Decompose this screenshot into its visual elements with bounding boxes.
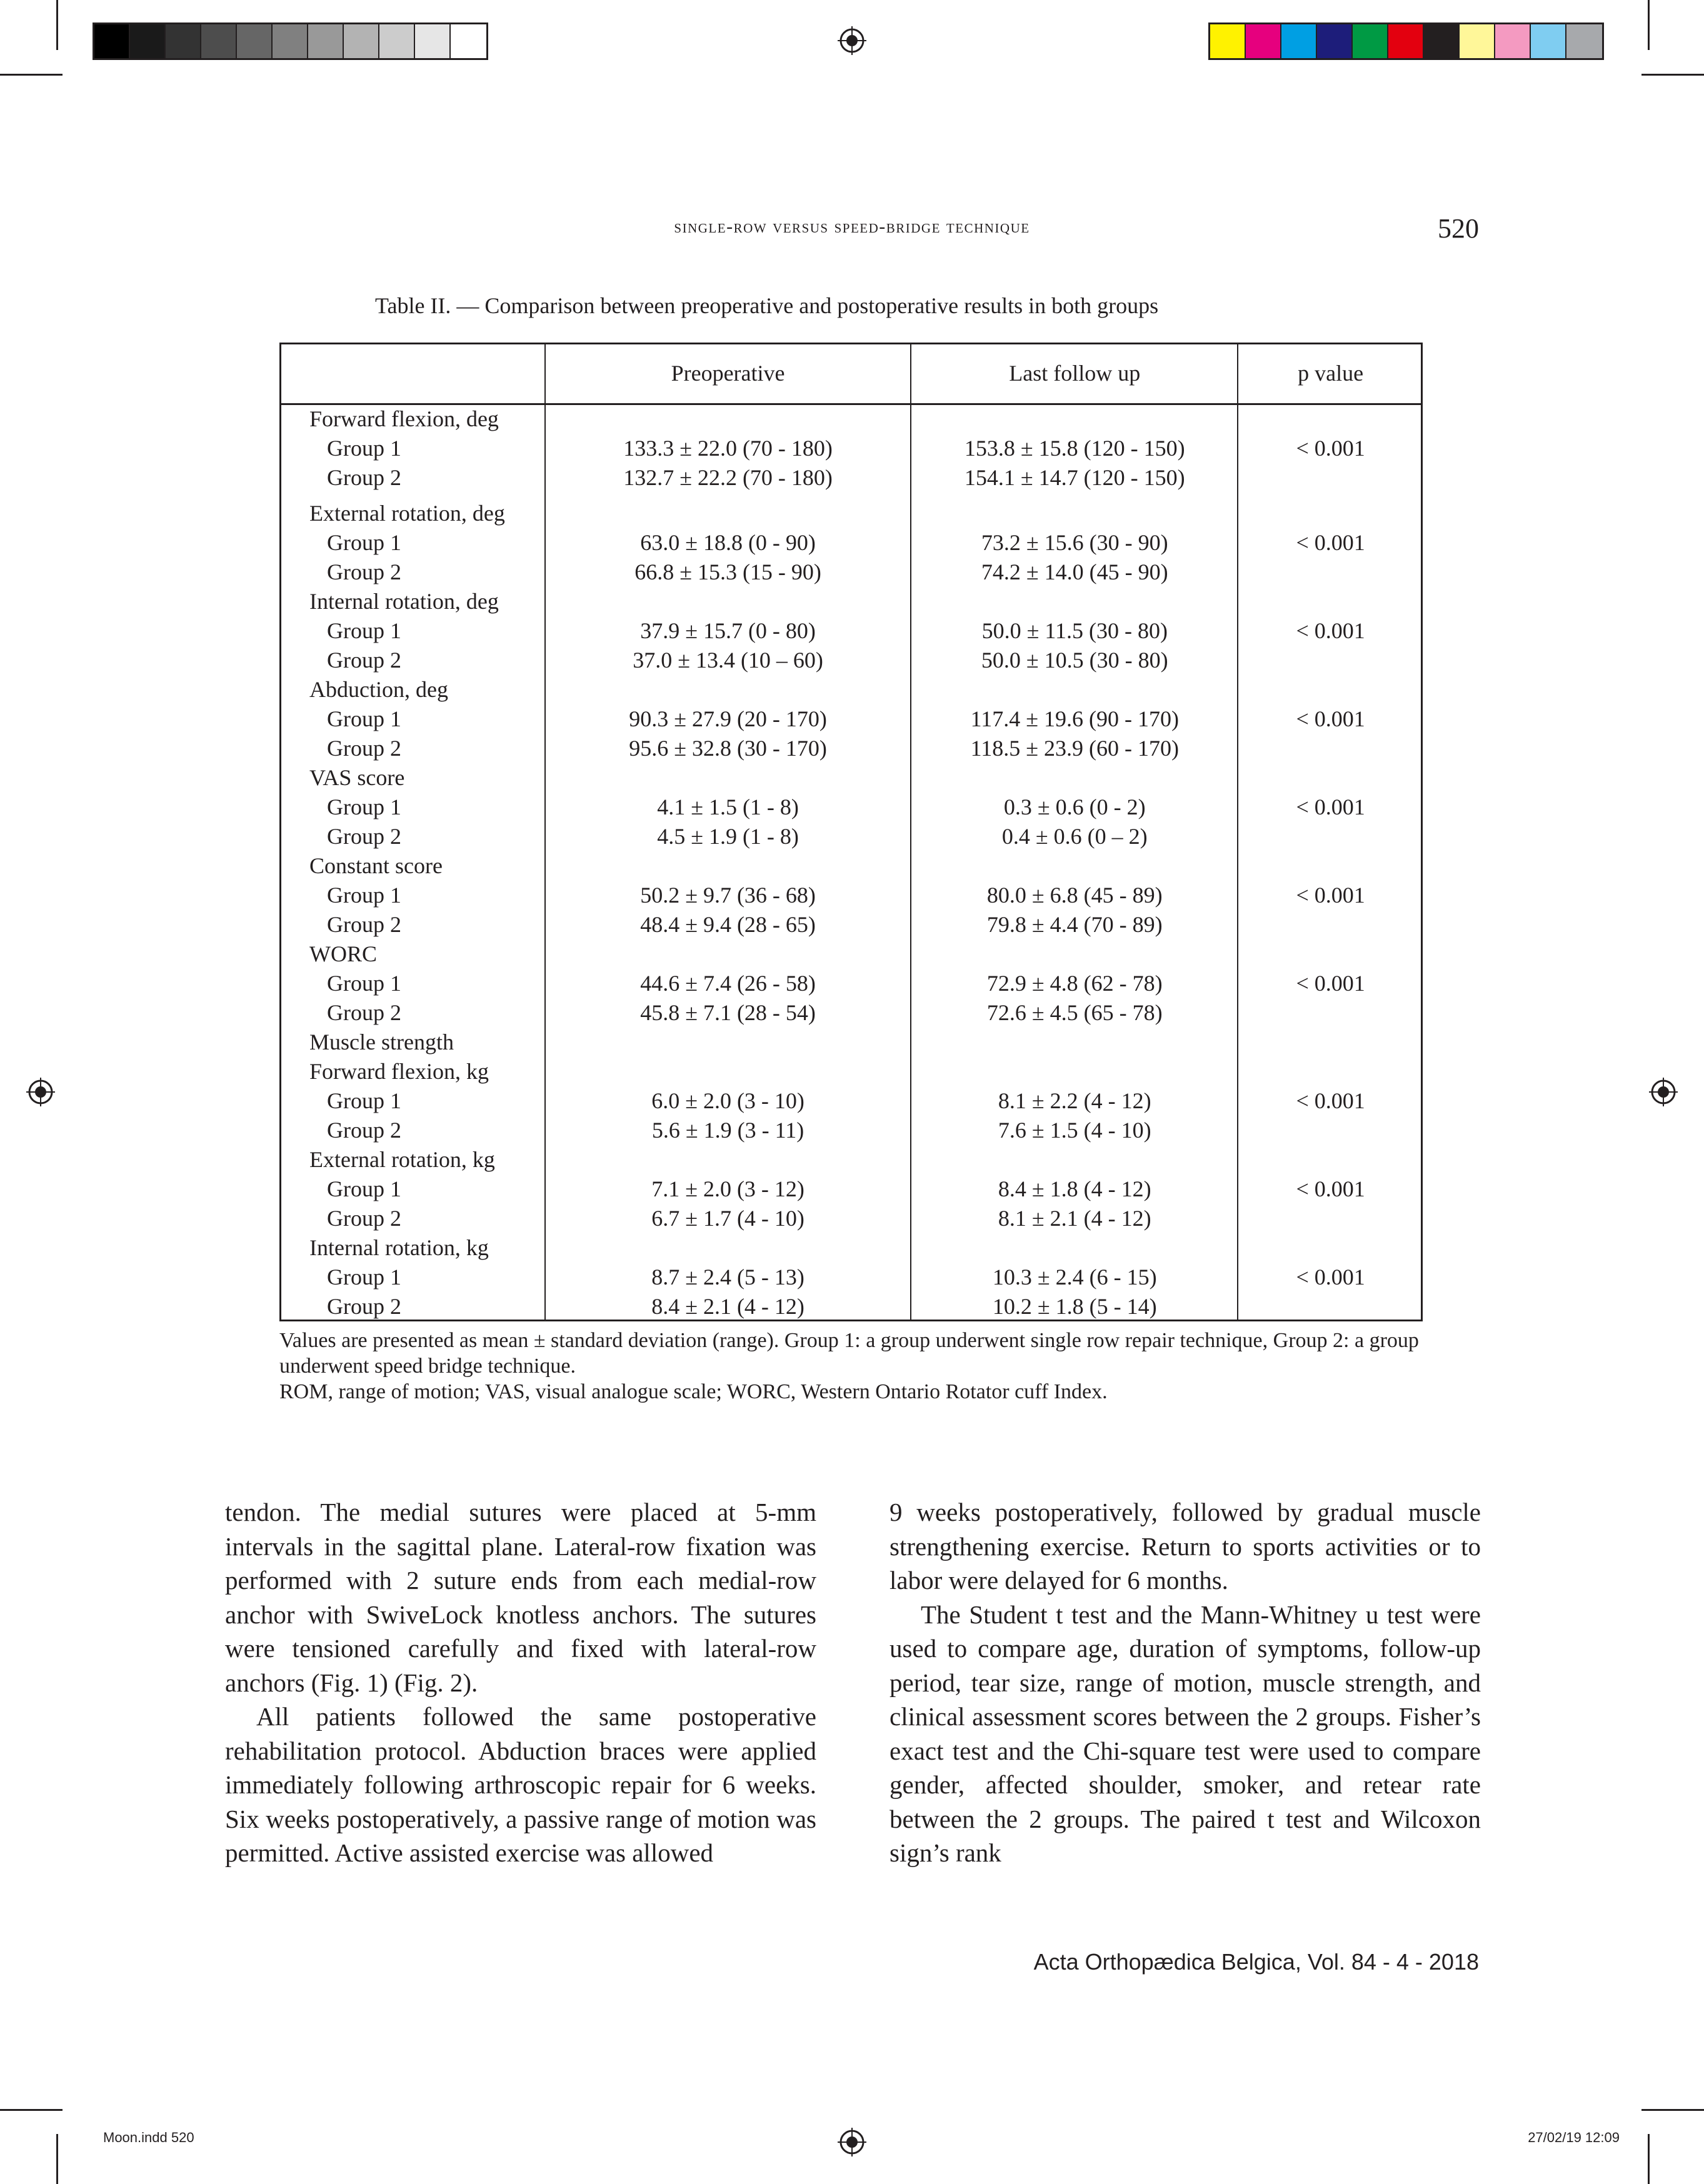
table-cell-p-value (1238, 1145, 1423, 1175)
table-cell-last-follow-up: 153.8 ± 15.8 (120 - 150) (964, 436, 1185, 461)
calibration-swatch (94, 24, 130, 58)
calibration-swatch (166, 24, 201, 58)
table-row (279, 404, 1423, 434)
running-head: single-row versus speed-bridge technique (674, 216, 1030, 237)
table-cell-last-follow-up: 72.9 ± 4.8 (62 - 78) (986, 971, 1163, 996)
table-column-rule (1237, 343, 1238, 1321)
table-notes (279, 1328, 1436, 1405)
table-cell-p-value (1238, 1057, 1423, 1086)
table-cell-p-value (1238, 1204, 1423, 1233)
table-row (279, 1292, 1423, 1321)
registration-mark-icon (26, 1078, 55, 1106)
table-cell-preoperative (545, 499, 911, 528)
table-cell-label: Group 2 (327, 559, 401, 584)
calibration-swatch (237, 24, 273, 58)
table-cell-preoperative: 5.6 ± 1.9 (3 - 11) (651, 1118, 804, 1143)
table-header-rule (279, 404, 1423, 405)
crop-mark (56, 0, 58, 50)
table-cell-label: Abduction, deg (309, 677, 448, 702)
table-cell-label: External rotation, kg (309, 1147, 495, 1172)
table-cell-label: Internal rotation, kg (309, 1235, 489, 1260)
calibration-swatch (1210, 24, 1246, 58)
table-cell-label: Group 1 (327, 436, 401, 461)
table-cell-last-follow-up (911, 1145, 1238, 1175)
table-cell-preoperative (545, 1057, 911, 1086)
table-cell-preoperative (545, 404, 911, 434)
table-row (279, 528, 1423, 558)
body-column-right (890, 1495, 1481, 1870)
table-cell-last-follow-up (911, 675, 1238, 704)
table-cell-preoperative: 132.7 ± 22.2 (70 - 180) (623, 465, 833, 490)
calibration-swatch (415, 24, 451, 58)
table-cell-last-follow-up (911, 1057, 1238, 1086)
table-cell-p-value: < 0.001 (1296, 1088, 1365, 1113)
table-cell-last-follow-up: 79.8 ± 4.4 (70 - 89) (986, 912, 1163, 937)
table-header-last-follow-up: Last follow up (911, 343, 1238, 404)
table-cell-label: Group 2 (327, 824, 401, 849)
table-cell-preoperative: 37.9 ± 15.7 (0 - 80) (640, 618, 816, 643)
table-cell-label: Group 2 (327, 1294, 401, 1319)
table-row (279, 463, 1423, 493)
table-row (279, 1145, 1423, 1175)
body-column-left (225, 1495, 816, 1870)
calibration-swatch (130, 24, 166, 58)
table-cell-label: Group 1 (327, 883, 401, 908)
table-row (279, 910, 1423, 939)
body-paragraph: 9 weeks postoperatively, followed by gradual muscle strengthening exercise. Return to sports activities or to labor were delayed for 6 months. (890, 1498, 1481, 1595)
table-cell-preoperative: 37.0 ± 13.4 (10 – 60) (633, 648, 823, 673)
table-cell-label: Group 2 (327, 736, 401, 761)
crop-mark (1641, 74, 1704, 76)
table-cell-label: Group 1 (327, 794, 401, 819)
table-caption: Table II. — Comparison between preoperative and postoperative results in both groups (375, 293, 1159, 318)
table-row (279, 704, 1423, 734)
table-cell-p-value (1238, 851, 1423, 881)
table-cell-preoperative: 4.5 ± 1.9 (1 - 8) (657, 824, 799, 849)
table-cell-label: Group 2 (327, 465, 401, 490)
table-row (279, 1057, 1423, 1086)
page-number: 520 (1438, 213, 1479, 244)
crop-mark (1648, 2134, 1650, 2184)
table-cell-preoperative: 48.4 ± 9.4 (28 - 65) (640, 912, 816, 937)
table-cell-last-follow-up: 74.2 ± 14.0 (45 - 90) (981, 559, 1168, 584)
crop-mark (1648, 0, 1650, 50)
color-calibration-strip (1208, 23, 1604, 60)
table-header-row (279, 343, 1423, 404)
table-column-rule (910, 343, 911, 1321)
calibration-swatch (1388, 24, 1424, 58)
table-row (279, 587, 1423, 616)
table-row (279, 734, 1423, 763)
table-row (279, 939, 1423, 969)
body-paragraph: The Student t test and the Mann-Whitney u test were used to compare age, duration of symptoms, follow-up period, tear size, range of motion, muscle strength, and clinical assessment scores between the 2 groups. Fisher’s exact test and the Chi-square test were used to compare gender, affected shoulder, smoker, and retear rate between the 2 groups. The paired t test and Wilcoxon sign’s rank (890, 1600, 1481, 1867)
table-cell-label: Group 1 (327, 971, 401, 996)
table-cell-last-follow-up: 80.0 ± 6.8 (45 - 89) (986, 883, 1163, 908)
table-cell-label: Group 2 (327, 1000, 401, 1025)
calibration-swatch (451, 24, 486, 58)
table-cell-label: External rotation, deg (309, 501, 505, 526)
table-cell-last-follow-up: 0.4 ± 0.6 (0 – 2) (1001, 824, 1148, 849)
table-cell-last-follow-up (911, 1233, 1238, 1263)
table-row (279, 1233, 1423, 1263)
table-row (279, 1204, 1423, 1233)
table-cell-preoperative: 66.8 ± 15.3 (15 - 90) (634, 559, 821, 584)
table-cell-last-follow-up: 50.0 ± 10.5 (30 - 80) (981, 648, 1168, 673)
table-cell-preoperative (545, 1233, 911, 1263)
table-cell-p-value (1238, 587, 1423, 616)
crop-mark (0, 2109, 63, 2111)
table-cell-preoperative (545, 675, 911, 704)
table-cell-p-value (1238, 1116, 1423, 1145)
table-cell-p-value (1238, 910, 1423, 939)
table-cell-last-follow-up: 8.1 ± 2.2 (4 - 12) (998, 1088, 1151, 1113)
calibration-swatch (273, 24, 308, 58)
table-cell-p-value: < 0.001 (1296, 1265, 1365, 1290)
table-cell-p-value (1238, 404, 1423, 434)
table-cell-last-follow-up: 10.2 ± 1.8 (5 - 14) (992, 1294, 1157, 1319)
table-cell-last-follow-up: 7.6 ± 1.5 (4 - 10) (998, 1118, 1151, 1143)
table-cell-p-value (1238, 675, 1423, 704)
table-cell-label: VAS score (309, 765, 405, 790)
table-cell-last-follow-up: 154.1 ± 14.7 (120 - 150) (964, 465, 1185, 490)
table-row (279, 881, 1423, 910)
table-cell-preoperative: 44.6 ± 7.4 (26 - 58) (640, 971, 816, 996)
table-cell-label: Group 2 (327, 1118, 401, 1143)
body-paragraph: tendon. The medial sutures were placed at 5-mm intervals in the sagittal plane. Lateral-row fixation was performed with 2 suture ends from each medial-row anchor with SwiveLock knotless anchors. The sutures were tensioned carefully and fixed with lateral-row anchors (Fig. 1) (Fig. 2). (225, 1498, 816, 1697)
table-cell-preoperative: 63.0 ± 18.8 (0 - 90) (640, 530, 816, 555)
table-cell-preoperative: 8.4 ± 2.1 (4 - 12) (651, 1294, 804, 1319)
table-cell-label: Group 2 (327, 1206, 401, 1231)
table-cell-label: Group 1 (327, 706, 401, 731)
table-row (279, 1028, 1423, 1057)
table-header-p-value: p value (1238, 343, 1423, 404)
table-cell-last-follow-up: 73.2 ± 15.6 (30 - 90) (981, 530, 1168, 555)
table-cell-preoperative (545, 1145, 911, 1175)
journal-citation: Acta Orthopædica Belgica, Vol. 84 - 4 - 2018 (1033, 1949, 1479, 1975)
table-row (279, 1116, 1423, 1145)
crop-mark (1641, 2109, 1704, 2111)
calibration-swatch (201, 24, 237, 58)
crop-mark (56, 2134, 58, 2184)
table-cell-preoperative: 4.1 ± 1.5 (1 - 8) (657, 794, 799, 819)
table-cell-label: Muscle strength (309, 1029, 454, 1054)
table-body (279, 404, 1423, 1321)
table-cell-label: Group 1 (327, 1088, 401, 1113)
table-cell-p-value: < 0.001 (1296, 706, 1365, 731)
table-cell-last-follow-up (911, 939, 1238, 969)
table-cell-label: Forward flexion, deg (309, 406, 499, 431)
calibration-swatch (1531, 24, 1566, 58)
table-cell-label: Group 1 (327, 1265, 401, 1290)
calibration-swatch (1566, 24, 1602, 58)
table-row (279, 558, 1423, 587)
table-cell-preoperative (545, 587, 911, 616)
calibration-swatch (1495, 24, 1531, 58)
table-cell-p-value (1238, 558, 1423, 587)
table-cell-p-value: < 0.001 (1296, 1176, 1365, 1201)
table-cell-preoperative (545, 851, 911, 881)
table-cell-p-value (1238, 463, 1423, 493)
calibration-swatch (1317, 24, 1353, 58)
table-cell-last-follow-up: 50.0 ± 11.5 (30 - 80) (981, 618, 1168, 643)
table-row (279, 1086, 1423, 1116)
table-cell-p-value (1238, 1292, 1423, 1321)
table-cell-last-follow-up: 8.4 ± 1.8 (4 - 12) (998, 1176, 1151, 1201)
table-cell-p-value (1238, 939, 1423, 969)
grayscale-calibration-strip (93, 23, 488, 60)
table-cell-preoperative (545, 763, 911, 793)
slug-timestamp: 27/02/19 12:09 (1528, 2130, 1620, 2145)
table-cell-p-value (1238, 499, 1423, 528)
table-row (279, 851, 1423, 881)
table-row (279, 646, 1423, 675)
table-cell-last-follow-up: 0.3 ± 0.6 (0 - 2) (1003, 794, 1146, 819)
registration-mark-icon (1649, 1078, 1678, 1106)
table-cell-last-follow-up (911, 851, 1238, 881)
table-cell-last-follow-up (911, 404, 1238, 434)
calibration-swatch (1424, 24, 1460, 58)
table-cell-label: Group 1 (327, 618, 401, 643)
table-cell-last-follow-up (911, 763, 1238, 793)
table-cell-preoperative: 90.3 ± 27.9 (20 - 170) (629, 706, 827, 731)
table-spacer-row (279, 493, 1423, 499)
table-cell-label: Group 1 (327, 1176, 401, 1201)
table-row (279, 793, 1423, 822)
calibration-swatch (379, 24, 415, 58)
table-cell-label: Internal rotation, deg (309, 589, 499, 614)
calibration-swatch (1281, 24, 1317, 58)
table-row (279, 1263, 1423, 1292)
table-row (279, 675, 1423, 704)
table-cell-label: Group 2 (327, 912, 401, 937)
table-cell-p-value: < 0.001 (1296, 618, 1365, 643)
table-cell-preoperative (545, 1028, 911, 1057)
registration-mark-icon (838, 26, 866, 55)
table-cell-p-value: < 0.001 (1296, 883, 1365, 908)
table-column-rule (544, 343, 546, 1321)
table-cell-last-follow-up (911, 499, 1238, 528)
table-note: Values are presented as mean ± standard deviation (range). Group 1: a group underwent single row repair technique, Group 2: a group underwent speed bridge technique. (279, 1329, 1419, 1378)
calibration-swatch (344, 24, 379, 58)
table-cell-p-value (1238, 998, 1423, 1028)
body-paragraph: All patients followed the same postoperative rehabilitation protocol. Abduction braces were applied immediately following arthroscopic repair for 6 weeks. Six weeks postoperatively, a passive range of motion was permitted. Active assisted exercise was allowed (225, 1702, 816, 1867)
table-cell-preoperative: 7.1 ± 2.0 (3 - 12) (651, 1176, 804, 1201)
table-row (279, 616, 1423, 646)
table-cell-last-follow-up: 8.1 ± 2.1 (4 - 12) (998, 1206, 1151, 1231)
table-cell-preoperative: 45.8 ± 7.1 (28 - 54) (640, 1000, 816, 1025)
table-cell-label: Constant score (309, 853, 443, 878)
table-cell-last-follow-up: 72.6 ± 4.5 (65 - 78) (986, 1000, 1163, 1025)
table-cell-p-value: < 0.001 (1296, 971, 1365, 996)
registration-mark-icon (838, 2128, 866, 2156)
table-row (279, 998, 1423, 1028)
table-row (279, 1175, 1423, 1204)
table-row (279, 969, 1423, 998)
table-cell-label: Group 1 (327, 530, 401, 555)
table-cell-last-follow-up: 117.4 ± 19.6 (90 - 170) (970, 706, 1179, 731)
table-cell-preoperative: 50.2 ± 9.7 (36 - 68) (640, 883, 816, 908)
table-cell-last-follow-up (911, 1028, 1238, 1057)
table-cell-p-value (1238, 1233, 1423, 1263)
table-cell-preoperative: 133.3 ± 22.0 (70 - 180) (623, 436, 833, 461)
calibration-swatch (1353, 24, 1388, 58)
table-cell-label: Forward flexion, kg (309, 1059, 489, 1084)
crop-mark (0, 74, 63, 76)
table-cell-p-value (1238, 822, 1423, 851)
table-cell-p-value (1238, 763, 1423, 793)
table-cell-preoperative: 95.6 ± 32.8 (30 - 170) (629, 736, 827, 761)
calibration-swatch (1246, 24, 1281, 58)
table-cell-last-follow-up: 10.3 ± 2.4 (6 - 15) (992, 1265, 1157, 1290)
table-cell-p-value (1238, 646, 1423, 675)
table-cell-label: Group 2 (327, 648, 401, 673)
table-row (279, 434, 1423, 463)
table-cell-last-follow-up: 118.5 ± 23.9 (60 - 170) (970, 736, 1179, 761)
table-cell-p-value: < 0.001 (1296, 794, 1365, 819)
table-cell-preoperative: 6.0 ± 2.0 (3 - 10) (651, 1088, 804, 1113)
table-cell-preoperative (545, 939, 911, 969)
table-cell-p-value (1238, 1028, 1423, 1057)
table-header-preoperative: Preoperative (545, 343, 911, 404)
slug-file-name: Moon.indd 520 (103, 2130, 194, 2145)
calibration-swatch (308, 24, 344, 58)
table-cell-label: WORC (309, 941, 377, 966)
table-cell-last-follow-up (911, 587, 1238, 616)
table-header-blank (279, 343, 545, 404)
table-row (279, 822, 1423, 851)
calibration-swatch (1460, 24, 1495, 58)
results-table (279, 343, 1423, 1321)
table-row (279, 763, 1423, 793)
table-row (279, 499, 1423, 528)
table-cell-p-value (1238, 734, 1423, 763)
table-cell-p-value: < 0.001 (1296, 436, 1365, 461)
table-note: ROM, range of motion; VAS, visual analogue scale; WORC, Western Ontario Rotator cuff Index. (279, 1380, 1108, 1403)
table-cell-p-value: < 0.001 (1296, 530, 1365, 555)
table-cell-preoperative: 6.7 ± 1.7 (4 - 10) (651, 1206, 804, 1231)
table-cell-preoperative: 8.7 ± 2.4 (5 - 13) (651, 1265, 804, 1290)
